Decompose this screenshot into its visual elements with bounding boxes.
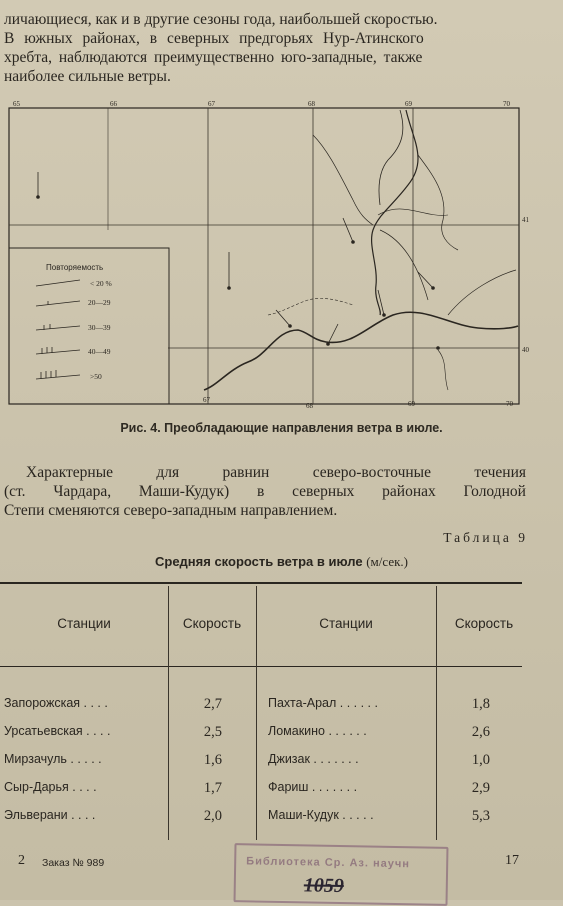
tick-label: 41	[522, 216, 529, 224]
station-name: Фариш . . . . . . .	[268, 780, 358, 794]
station-name: Урсатьевская . . . .	[4, 724, 111, 738]
river-chirchik	[372, 110, 418, 315]
library-stamp	[234, 843, 449, 906]
station-name: Ломакино . . . . . .	[268, 724, 367, 738]
river-syr-darya	[204, 312, 518, 390]
river-branch	[268, 298, 353, 315]
text-line: личающиеся, как и в другие сезоны года, наибольшей скоростью.	[4, 11, 438, 28]
legend-title: Повторяемость	[46, 263, 104, 272]
text-line: Степи сменяются северо-западным направлением.	[4, 502, 338, 519]
river-branch	[379, 110, 403, 205]
table-row	[0, 696, 522, 716]
station-name: Сыр-Дарья . . . .	[4, 780, 97, 794]
speed-value: 2,9	[471, 780, 490, 796]
table-header-rule	[0, 666, 522, 667]
river-branch	[313, 135, 373, 225]
text-line: хребта, наблюдаются преимущественно юго-западные, также	[4, 49, 423, 66]
header-speed-right: Скорость	[454, 616, 514, 631]
station-name: Пахта-Арал . . . . . .	[268, 696, 378, 710]
river-branch	[438, 350, 448, 390]
signature-number: 2	[18, 853, 25, 868]
text-line: В южных районах, в северных предгорьях Нур-Атинского	[4, 30, 424, 47]
station-name: Запорожская . . . .	[4, 696, 108, 710]
text-line: Характерные для равнин северо-восточные течения	[26, 464, 526, 481]
wind-arrow	[276, 310, 290, 326]
wind-direction-map	[8, 100, 540, 412]
page-number: 17	[505, 853, 519, 868]
tick-label: 66	[110, 100, 117, 108]
top-paragraph	[4, 10, 529, 86]
tick-label: 68	[306, 402, 313, 410]
wind-arrow	[343, 218, 353, 242]
tick-label: 69	[408, 400, 415, 408]
legend-item: 20—29	[88, 298, 111, 307]
river-branch	[380, 230, 428, 300]
legend	[9, 248, 169, 404]
table-row	[0, 752, 522, 772]
table-label: Таблица 9	[443, 530, 528, 545]
wind-speed-table	[0, 578, 522, 840]
speed-value: 1,8	[471, 696, 490, 712]
table-row	[0, 780, 522, 800]
speed-value: 2,0	[203, 808, 222, 824]
speed-value: 5,3	[471, 808, 490, 824]
table-title: Средняя скорость ветра в июле (м/сек.)	[155, 554, 408, 569]
text-line: наиболее сильные ветры.	[4, 68, 171, 85]
station-name: Маши-Кудук . . . . .	[268, 808, 374, 822]
speed-value: 1,7	[203, 780, 222, 796]
header-speed-left: Скорость	[182, 616, 242, 631]
river-branch	[448, 270, 516, 315]
legend-item: < 20 %	[90, 279, 112, 288]
text-line: (ст. Чардара, Маши-Кудук) в северных районах Голодной	[4, 483, 526, 500]
wind-arrow	[378, 290, 384, 315]
header-stations-right: Станции	[319, 616, 373, 631]
speed-value: 2,5	[203, 724, 222, 740]
tick-label: 67	[208, 100, 215, 108]
tick-label: 68	[308, 100, 315, 108]
tick-label: 69	[405, 100, 412, 108]
river-branch	[418, 155, 458, 250]
stamp-text: Библиотека Ср. Аз. научн	[246, 855, 411, 871]
order-number: Заказ № 989	[42, 857, 105, 869]
legend-item: >50	[90, 372, 102, 381]
table-row	[0, 808, 522, 828]
tick-label: 70	[506, 400, 513, 408]
wind-arrow	[418, 272, 433, 288]
map-border	[9, 108, 519, 404]
legend-item: 30—39	[88, 323, 111, 332]
map-svg	[8, 100, 540, 412]
speed-value: 2,6	[471, 724, 490, 740]
speed-value: 2,7	[203, 696, 222, 712]
station-name: Мирзачуль . . . . .	[4, 752, 102, 766]
table-row	[0, 724, 522, 744]
table-top-rule	[0, 582, 522, 584]
figure-caption: Рис. 4. Преобладающие направления ветра в июле.	[120, 421, 443, 435]
speed-value: 1,0	[471, 752, 490, 768]
header-stations-left: Станции	[57, 616, 111, 631]
legend-item: 40—49	[88, 347, 111, 356]
station-name: Эльверани . . . .	[4, 808, 96, 822]
tick-label: 40	[522, 346, 529, 354]
tick-label: 65	[13, 100, 20, 108]
tick-label: 67	[203, 396, 210, 404]
wind-arrow	[328, 324, 338, 344]
speed-value: 1,6	[203, 752, 222, 768]
tick-label: 70	[503, 100, 510, 108]
middle-paragraph	[4, 463, 526, 520]
stamp-number: 1059	[303, 874, 344, 898]
station-dot	[436, 346, 440, 350]
station-name: Джизак . . . . . . .	[268, 752, 359, 766]
